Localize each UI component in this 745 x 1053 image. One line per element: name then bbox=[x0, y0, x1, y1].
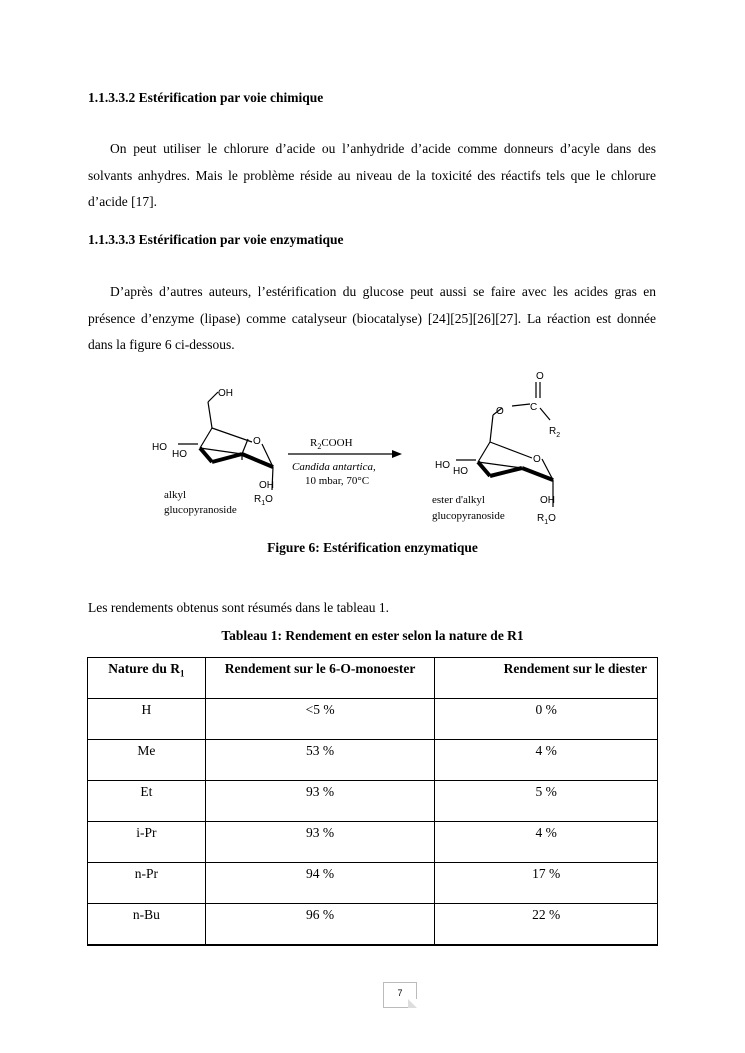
section-heading-chemical: 1.1.3.3.2 Estérification par voie chimique bbox=[88, 90, 324, 105]
cell-mono: 53 % bbox=[205, 740, 435, 781]
product-ho-1: HO bbox=[435, 460, 450, 471]
table-caption: Tableau 1: Rendement en ester selon la nature de R1 bbox=[221, 628, 524, 643]
reactant-r1o: $R_1O$ bbox=[254, 494, 273, 507]
cell-mono: 96 % bbox=[205, 904, 435, 946]
product-ring-o: O bbox=[533, 454, 541, 465]
cell-r1: i-Pr bbox=[88, 822, 206, 863]
section-heading-enzymatic: 1.1.3.3.3 Estérification par voie enzymatique bbox=[88, 232, 344, 247]
product-carbon: C bbox=[530, 402, 538, 413]
product-name-1: ester d'alkyl bbox=[432, 494, 485, 506]
cell-di: 22 % bbox=[435, 904, 658, 946]
cell-r1: n-Bu bbox=[88, 904, 206, 946]
cell-r1: n-Pr bbox=[88, 863, 206, 904]
catalyst-label: Candida antartica, bbox=[292, 461, 376, 473]
table-row bbox=[88, 863, 658, 904]
product-oh-bottom: OH bbox=[540, 495, 555, 506]
product-r1o: $R_1O$ bbox=[537, 513, 556, 526]
cell-r1: Et bbox=[88, 781, 206, 822]
reactant-ho-1: HO bbox=[152, 442, 167, 453]
table-row bbox=[88, 781, 658, 822]
product-ho-2: HO bbox=[453, 466, 468, 477]
figure-caption: Figure 6: Estérification enzymatique bbox=[267, 540, 478, 555]
paragraph-enzymatic: D’après d’autres auteurs, l’estérification du glucose peut aussi se faire avec les acides gras en présence d’enzyme (lipase) comme catalyseur (biocatalyse) [24][25][26][27]. La réaction est donnée dans la figure 6 ci-dessous. bbox=[88, 284, 656, 352]
reaction-arrow bbox=[288, 450, 402, 458]
reactant-oh-top: OH bbox=[218, 388, 233, 399]
cell-mono: 94 % bbox=[205, 863, 435, 904]
table-row bbox=[88, 740, 658, 781]
page-fold-icon bbox=[408, 999, 417, 1008]
cell-r1: H bbox=[88, 699, 206, 740]
cell-di: 4 % bbox=[435, 740, 658, 781]
product-structure bbox=[456, 382, 553, 507]
header-monoester: Rendement sur le 6-O-monoester bbox=[205, 658, 435, 699]
reactant-name-2: glucopyranoside bbox=[164, 504, 237, 516]
yield-table bbox=[87, 657, 658, 946]
reactant-ho-2: HO bbox=[172, 449, 187, 460]
page-number: 7 bbox=[383, 982, 417, 1008]
cell-r1: Me bbox=[88, 740, 206, 781]
product-carbonyl-o: O bbox=[536, 371, 544, 382]
product-ester-o: O bbox=[496, 406, 504, 417]
conditions-label: 10 mbar, 70°C bbox=[305, 475, 370, 487]
cell-di: 17 % bbox=[435, 863, 658, 904]
cell-di: 0 % bbox=[435, 699, 658, 740]
summary-text: Les rendements obtenus sont résumés dans le tableau 1. bbox=[88, 600, 390, 615]
table-row bbox=[88, 699, 658, 740]
reactant-ring-o: O bbox=[253, 436, 261, 447]
product-name-2: glucopyranoside bbox=[432, 510, 505, 522]
reactant-name-1: alkyl bbox=[164, 489, 186, 501]
reactant-oh-bottom: OH bbox=[259, 480, 274, 491]
cell-mono: 93 % bbox=[205, 822, 435, 863]
cell-mono: 93 % bbox=[205, 781, 435, 822]
table-header-row bbox=[88, 658, 658, 699]
cell-di: 5 % bbox=[435, 781, 658, 822]
cell-mono: <5 % bbox=[205, 699, 435, 740]
paragraph-chemical: On peut utiliser le chlorure d’acide ou l’anhydride d’acide comme donneurs d’acyle dans des solvants anhydres. Mais le problème réside au niveau de la toxicité des réactifs tels que le chlorure d’acide [17]. bbox=[88, 141, 656, 209]
table-row bbox=[88, 904, 658, 946]
reagent-label: $R_2COOH$ bbox=[310, 437, 353, 451]
table-row bbox=[88, 822, 658, 863]
reaction-scheme-figure bbox=[140, 362, 600, 532]
header-nature: Nature du $R_1$ bbox=[88, 658, 206, 699]
product-r2: $R_2$ bbox=[549, 426, 561, 439]
header-diester: Rendement sur le diester bbox=[435, 658, 658, 699]
cell-di: 4 % bbox=[435, 822, 658, 863]
